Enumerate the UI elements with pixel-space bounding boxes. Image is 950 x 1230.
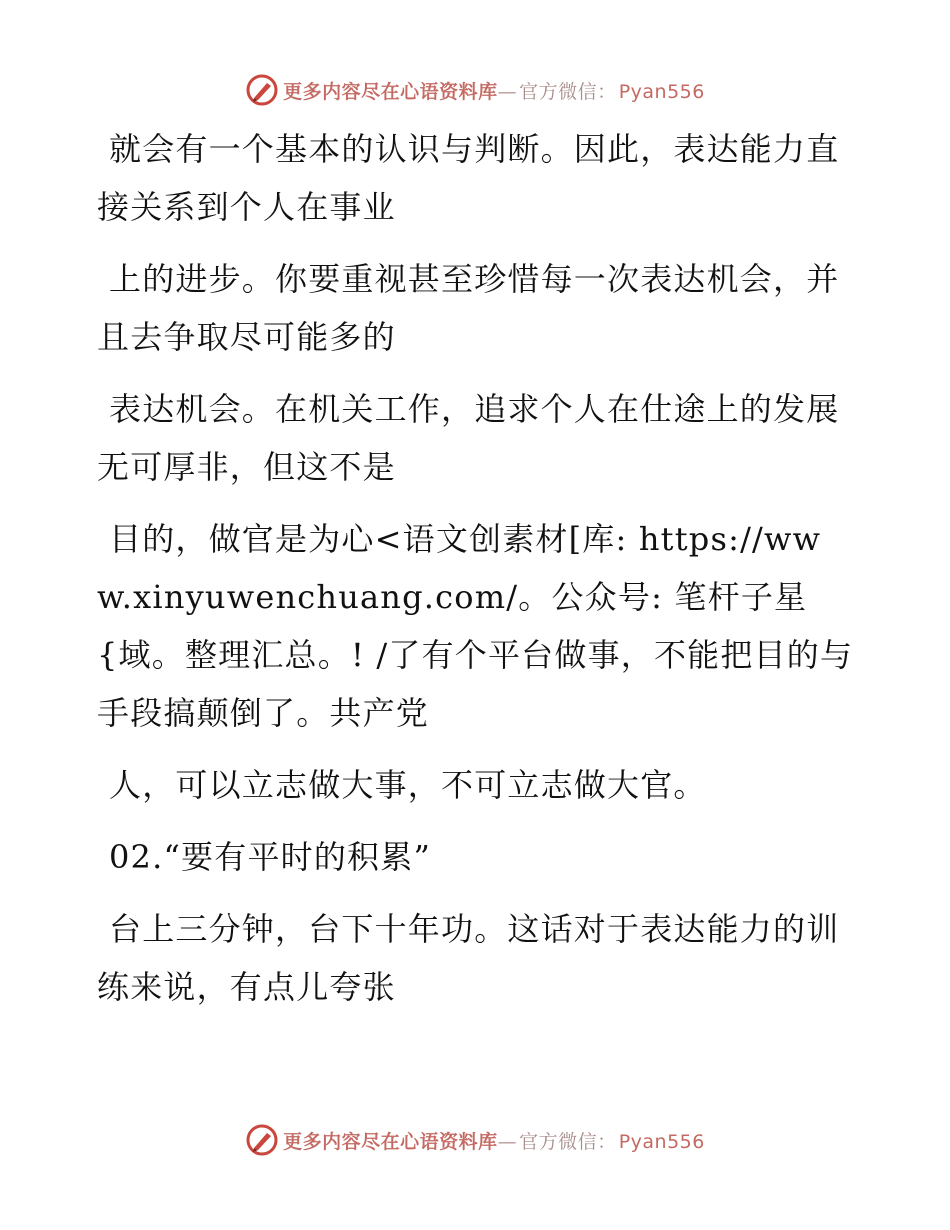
watermark-wechat-id: Pyan556 [618,80,705,103]
document-body [97,120,857,1030]
footer-watermark [0,1120,950,1160]
watermark-dash: — [497,1130,518,1153]
paragraph-first-line: 台上三分钟，台下十年功。这话对于表达能力的 [109,910,807,948]
paragraph-continuation: 并且去争取尽可能多的 [97,260,840,356]
paragraph-3 [97,380,857,496]
paragraph-first-line: 目的，做官是为心<语文创素材[库: https:// [109,520,765,558]
paragraph-continuation: www.xinyuwenchuang.com/。公众号: 笔杆子星{域。整理汇总。! /了有个平台做事，不能把目的与手段搞颠倒了。共产党 [97,520,854,732]
paragraph-continuation: 直接关系到个人在事业 [97,130,840,226]
paragraph-first-line: 人，可以立志做大事，不可立志做大官。 [109,766,707,804]
paragraph-4 [97,510,857,742]
section-heading-text: 02.“要有平时的积累” [109,838,432,876]
paragraph-first-line: 就会有一个基本的认识与判断。因此，表达能力 [109,130,807,168]
watermark-dash: — [497,80,518,103]
paragraph-5 [97,756,857,814]
pen-logo-icon [245,73,279,107]
paragraph-first-line: 上的进步。你要重视甚至珍惜每一次表达机会， [109,260,807,298]
watermark-wechat-id: Pyan556 [618,1130,705,1153]
watermark-text [283,1127,705,1154]
watermark-text [283,77,705,104]
pen-logo-icon [245,1123,279,1157]
paragraph-continuation: 展无可厚非，但这不是 [97,390,840,486]
paragraph-continuation: 训练来说，有点儿夸张 [97,910,840,1006]
watermark-site: 更多内容尽在心语资料库 [283,1130,498,1153]
paragraph-7 [97,900,857,1016]
paragraph-2 [97,250,857,366]
watermark-wechat-label: 官方微信： [519,1130,617,1153]
paragraph-1 [97,120,857,236]
watermark-site: 更多内容尽在心语资料库 [283,80,498,103]
section-heading [97,828,857,886]
watermark-wechat-label: 官方微信： [519,80,617,103]
header-watermark [0,70,950,110]
paragraph-first-line: 表达机会。在机关工作，追求个人在仕途上的发 [109,390,807,428]
